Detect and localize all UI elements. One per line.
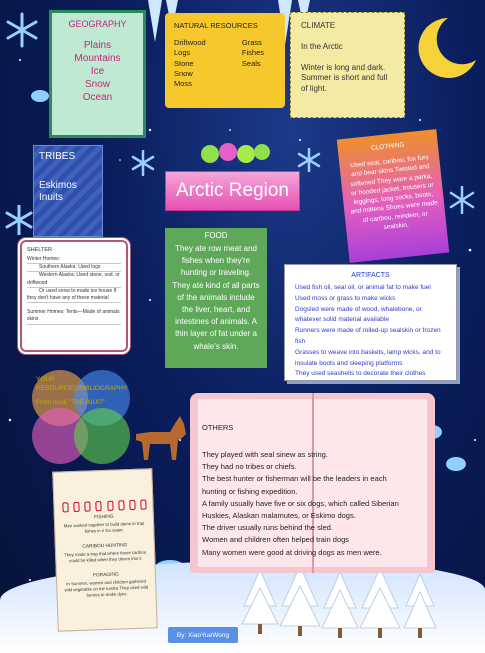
resource-item: Stone bbox=[174, 58, 194, 68]
food-panel bbox=[165, 228, 267, 368]
artifacts-title: ARTIFACTS bbox=[351, 272, 390, 279]
geography-item: Snow bbox=[84, 79, 110, 90]
geography-item: Plains bbox=[83, 40, 112, 51]
resource-item: Snow bbox=[174, 68, 193, 78]
shelter-line: Winter Homes: bbox=[27, 256, 121, 264]
shelter-line: Summer Homes: Tents—Made of animals skins bbox=[27, 309, 121, 324]
resources-title: YOUR RESOURCES/BIBLIOGRAPHY bbox=[36, 376, 128, 392]
others-line: The driver usually runs behind the sled. bbox=[202, 523, 333, 533]
food-body: They ate row meat and fishes when they're hunting or traveling. They ate kind of all parts of the animals include the liver, heart, and intestines of animals. A thin layer of fat under a whale's skin. bbox=[172, 244, 260, 351]
resource-item: Driftwood bbox=[174, 38, 206, 47]
natural-resources-title: NATURAL RESOURCES bbox=[174, 21, 258, 30]
clothing-body: Used seal, caribou, fox furs and bear skins Twisted and softened They wore a parka, or hooded jacket, trousers or leggings, long socks, boots, and mittens Shoes were made of caribou, reindeer, or sealskin. bbox=[349, 154, 439, 232]
others-line: Women and children often helped train dogs bbox=[202, 535, 350, 545]
tribe-item: Inuits bbox=[39, 192, 63, 203]
title-banner bbox=[165, 171, 300, 211]
section-title: CARIBOU HUNTING bbox=[82, 543, 128, 550]
geography-title: GEOGRAPHY bbox=[68, 19, 127, 29]
clothing-title: CLOTHING bbox=[370, 141, 405, 153]
section-body: In Summer, women and children gathered wild vegetable on the tundra They used wild berries to make dyes bbox=[64, 578, 149, 598]
geography-panel bbox=[49, 10, 146, 138]
artifact-line: They used seashells to decorate their clothes bbox=[295, 370, 426, 378]
resource-item: Logs bbox=[174, 48, 191, 58]
artifact-line: Grasses to weave into baskets, lamp wicks, and to insulate boots and sleeping platforms bbox=[295, 348, 441, 367]
resources-text bbox=[36, 376, 131, 408]
resources-col-1 bbox=[174, 38, 206, 89]
notebook-rings bbox=[62, 500, 146, 509]
tribes-panel bbox=[33, 145, 103, 237]
shelter-line: Southern Alaska: Used logs bbox=[27, 264, 121, 272]
artifact-line: Runners were made of rolled-up sealskin or frozen fish bbox=[295, 327, 441, 345]
shelter-line: Or used snow to made ice house If they don't have any of these material bbox=[27, 288, 121, 303]
climate-line: Winter is long and dark. Summer is short and full of light. bbox=[301, 62, 388, 93]
tree-icon bbox=[240, 566, 440, 646]
notebook-section bbox=[60, 513, 149, 535]
artifact-line: Dogsled were made of wood, whalebone, or whatever solid material available bbox=[295, 305, 422, 324]
others-line: They had no tribes or chiefs. bbox=[202, 462, 297, 472]
resource-item: Moss bbox=[174, 79, 192, 89]
section-title: FORAGING bbox=[93, 572, 119, 579]
artifact-line: Used fish oil, seal oil, or animal fat to make fuel bbox=[295, 284, 431, 291]
natural-resources-panel bbox=[165, 13, 285, 108]
clothing-panel bbox=[337, 129, 449, 263]
dog-icon bbox=[132, 412, 188, 464]
climate-panel bbox=[290, 12, 405, 118]
section-body: Men worked together to build dams to trap fishes in ri fox water. bbox=[63, 520, 145, 534]
resources-venn bbox=[28, 366, 138, 476]
others-book bbox=[190, 393, 435, 578]
resources-col-2 bbox=[242, 38, 264, 89]
snowflake-icon bbox=[130, 150, 156, 176]
tribes-title: TRIBES bbox=[39, 151, 76, 162]
artifact-line: Used moss or grass to make wicks bbox=[295, 294, 396, 302]
resource-item: Fishes bbox=[241, 48, 264, 58]
tribe-item: Eskimos bbox=[39, 180, 77, 191]
author-signature bbox=[168, 627, 238, 643]
section-title: FISHING bbox=[94, 514, 114, 521]
heart-balloon-icon bbox=[196, 140, 276, 172]
activities-notebook bbox=[52, 468, 158, 631]
geography-item: Mountains bbox=[74, 53, 121, 64]
author-text: By: XiaoYueWong bbox=[176, 631, 230, 639]
page-title: Arctic Region bbox=[176, 180, 289, 201]
venn-circle bbox=[74, 408, 130, 464]
shelter-panel bbox=[20, 240, 128, 352]
notebook-section bbox=[62, 571, 151, 599]
others-line: The best hunter or fisherman will be the leaders in each hunting or fishing expedition. bbox=[202, 474, 387, 496]
notebook-section bbox=[61, 542, 150, 564]
food-title: FOOD bbox=[204, 231, 228, 240]
snowflake-icon bbox=[297, 148, 321, 172]
resource-item: Grass bbox=[241, 38, 262, 47]
snowflake-icon bbox=[4, 205, 34, 235]
others-line: They played with seal sinew as string. bbox=[202, 450, 328, 459]
snowflake-icon bbox=[4, 12, 40, 48]
shelter-title: SHELTER bbox=[27, 247, 52, 253]
others-title: OTHERS bbox=[202, 423, 234, 432]
resource-item: Seals bbox=[241, 58, 261, 68]
shelter-line: Western Alaska: Used stone, sod, or driftwood bbox=[27, 272, 121, 287]
section-body: They made a trap that where those caribou could be killed when they driven into it bbox=[64, 549, 147, 564]
geography-item: Ice bbox=[90, 66, 105, 77]
climate-title: CLIMATE bbox=[301, 21, 336, 30]
others-line: Many women were good at driving dogs as men were. bbox=[202, 547, 382, 557]
artifacts-panel bbox=[284, 264, 457, 381]
moon-icon bbox=[418, 16, 478, 82]
snowflake-icon bbox=[448, 186, 476, 214]
geography-item: Ocean bbox=[82, 92, 113, 103]
climate-line: In the Arctic bbox=[301, 42, 343, 51]
others-line: A family usually have five or six dogs, which called Siberian Huskies, Alaskan malamutes, or Eskimo dogs. bbox=[202, 498, 399, 521]
others-content bbox=[202, 423, 407, 559]
resources-body: From book "THE INUIT" bbox=[36, 399, 106, 406]
